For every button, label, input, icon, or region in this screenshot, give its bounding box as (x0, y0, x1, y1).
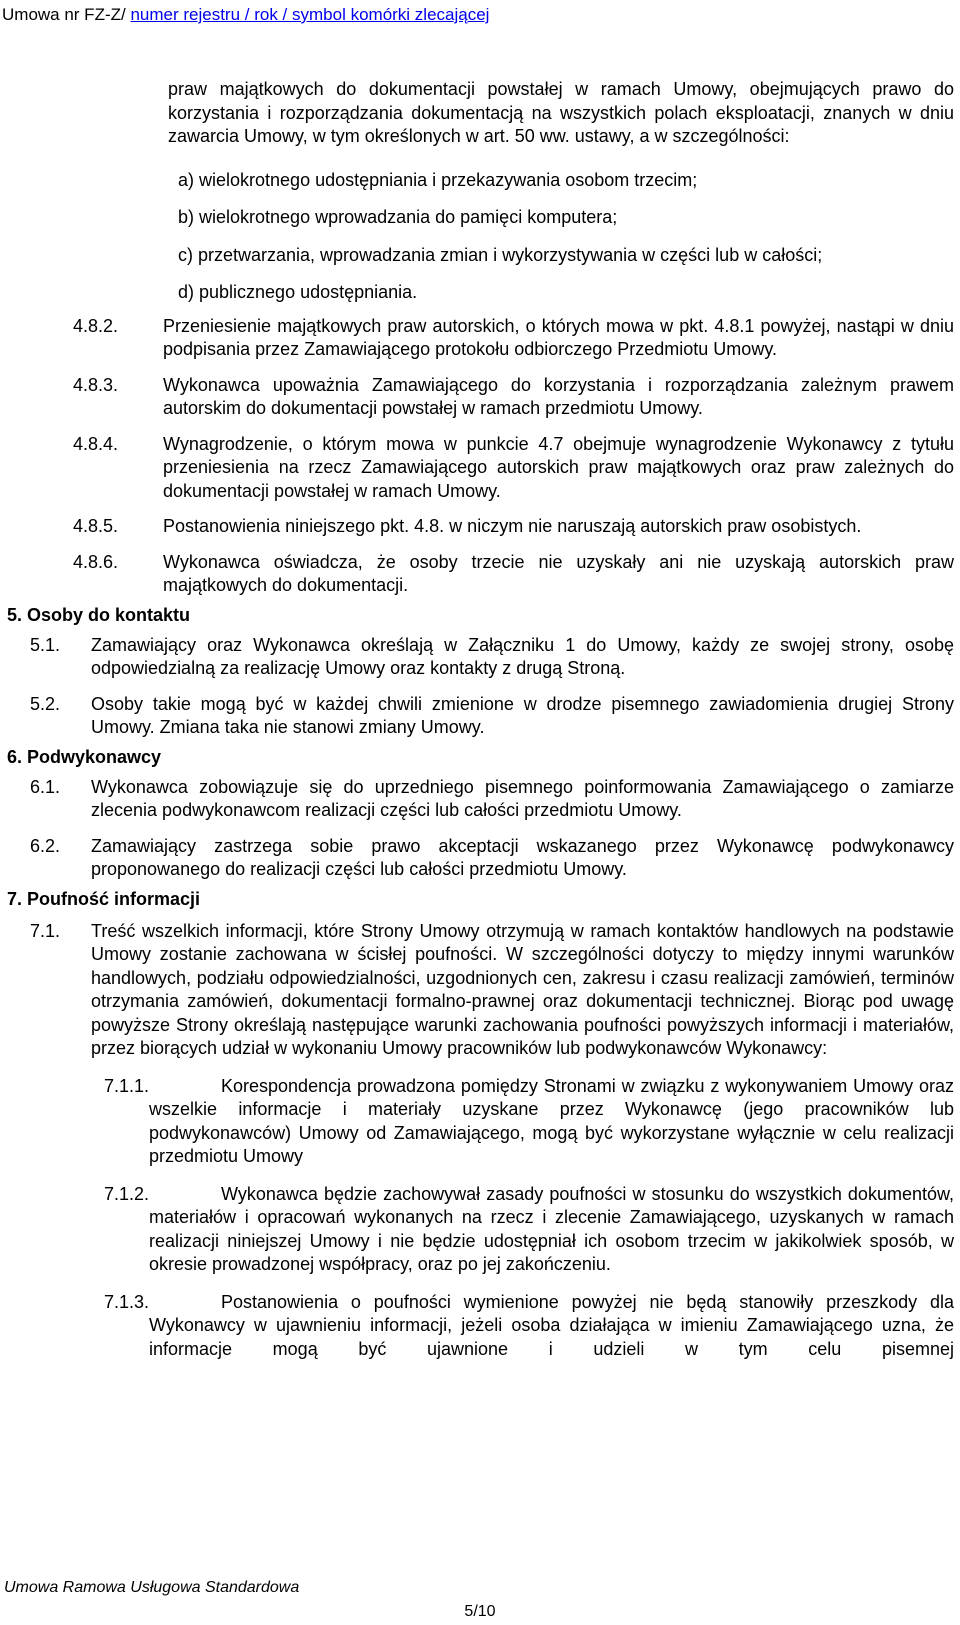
clause-text: Wykonawca będzie zachowywał zasady poufności w stosunku do wszystkich dokumentów, materiałów i opracowań wykonanych na rzecz i zlecenie Zamawiającego, uzyskanych w ramach realizacji niniejszej Umowy i nie będzie udostępniał ich osobom trzecim w jakikolwiek sposób, w okresie prowadzonej współpracy, oraz po jej zakończeniu. (149, 1183, 954, 1274)
list-item-a: a) wielokrotnego udostępniania i przekazywania osobom trzecim; (178, 169, 698, 190)
clause-number: 4.8.6. (73, 551, 119, 572)
clause-number: 7.1.2. (104, 1183, 150, 1204)
section-5-heading-row (0, 598, 960, 632)
clause-text: Wykonawca zobowiązuje się do uprzedniego pisemnego poinformowania Zamawiającego o zamiarze zlecenia podwykonawcom realizacji części lub całości przedmiotu Umowy. (91, 776, 954, 820)
clause-7-1-2 (0, 1183, 960, 1277)
clause-text: Zamawiający oraz Wykonawca określają w Załączniku 1 do Umowy, każdy ze swojej strony, osobę odpowiedzialną za realizację Umowy oraz kontakty z drugą Stroną. (91, 634, 954, 678)
list-item-d: d) publicznego udostępniania. (178, 282, 418, 302)
section-heading: 6. Podwykonawcy (7, 746, 162, 767)
section-7-heading-row (0, 882, 960, 916)
clause-text: Wynagrodzenie, o którym mowa w punkcie 4.7 obejmuje wynagrodzenie Wykonawcy z tytułu przeniesienia na rzecz Zamawiającego autorskich praw majątkowych oraz praw zależnych do dokumentacji powstałej w ramach Umowy. (163, 433, 954, 501)
clause-7-1-1 (0, 1075, 960, 1169)
rights-intro-paragraph: praw majątkowych do dokumentacji powstałej w ramach Umowy, obejmujących prawo do korzystania i rozporządzania dokumentacją na wszystkich polach eksploatacji, znanych w dniu zawarcia Umowy, w tym określonych w art. 50 ww. ustawy, a w szczególności: (168, 79, 954, 146)
clause-number: 5.1. (30, 634, 61, 655)
clause-text: Wykonawca upoważnia Zamawiającego do korzystania i rozporządzania zależnym prawem autorskim do dokumentacji powstałej w ramach przedmiotu Umowy. (163, 374, 954, 418)
document-header (2, 3, 489, 27)
list-item-b: b) wielokrotnego wprowadzania do pamięci komputera; (178, 207, 618, 227)
clause-text: Postanowienia niniejszego pkt. 4.8. w niczym nie naruszają autorskich praw osobistych. (163, 516, 862, 536)
contract-number-link[interactable]: numer rejestru / rok / symbol komórki zlecającej (130, 5, 490, 24)
clause-number: 7.1.1. (104, 1075, 150, 1096)
clause-7-1 (0, 920, 960, 1061)
clause-number: 4.8.3. (73, 374, 119, 395)
clause-7-1-3 (0, 1291, 960, 1362)
clause-number: 5.2. (30, 693, 61, 714)
clause-number: 4.8.5. (73, 516, 119, 536)
clause-text: Zamawiający zastrzega sobie prawo akceptacji wskazanego przez Wykonawcę podwykonawcy proponowanego do realizacji części lub całości przedmiotu Umowy. (91, 835, 954, 879)
clause-number: 6.2. (30, 835, 61, 856)
clause-5-1 (0, 634, 960, 681)
clause-number: 4.8.4. (73, 433, 119, 454)
clause-4-8-4 (0, 433, 960, 504)
clause-text: Osoby takie mogą być w każdej chwili zmienione w drodze pisemnego zawiadomienia drugiej Strony Umowy. Zmiana taka nie stanowi zmiany Umowy. (91, 693, 954, 737)
clause-text: Treść wszelkich informacji, które Strony Umowy otrzymują w ramach kontaktów handlowych na podstawie Umowy zostanie zachowana w ścisłej poufności. W szczególności dotyczy to między innymi warunków handlowych, podziału odpowiedzialności, uzgodnionych cen, zakresu i czasu realizacji zamówień, terminów otrzymania zamówień, dokumentacji formalno-prawnej oraz dokumentacji technicznej. Biorąc pod uwagę powyższe Strony określają następujące warunki zachowania poufności powyższych informacji i materiałów, przez biorących udział w wykonaniu Umowy pracowników lub podwykonawców Wykonawcy: (91, 920, 954, 1058)
section-6-heading-row (0, 740, 960, 774)
clause-number: 7.1.3. (104, 1291, 150, 1312)
clause-4-8-6 (0, 551, 960, 598)
clause-4-8-5 (0, 515, 960, 539)
clause-6-2 (0, 835, 960, 882)
clause-text: Przeniesienie majątkowych praw autorskich, o których mowa w pkt. 4.8.1 powyżej, nastąpi w dniu podpisania przez Zamawiającego protokołu odbiorczego Przedmiotu Umowy. (163, 315, 954, 359)
list-item-c: c) przetwarzania, wprowadzania zmian i wykorzystywania w części lub w całości; (178, 244, 823, 265)
clause-number: 4.8.2. (73, 315, 119, 336)
clause-4-8-3 (0, 374, 960, 421)
clause-number: 6.1. (30, 776, 61, 797)
clause-6-1 (0, 776, 960, 823)
clause-text: Korespondencja prowadzona pomiędzy Stronami w związku z wykonywaniem Umowy oraz wszelkie informacje i materiały uzyskane przez Wykonawcę (jego pracowników lub podwykonawców) Umowy od Zamawiającego, mogą być wykorzystane wyłącznie w celu realizacji przedmiotu Umowy (149, 1075, 954, 1166)
clause-number: 7.1. (30, 920, 61, 941)
footer-page-number: 5/10 (464, 1603, 496, 1620)
clause-5-2 (0, 693, 960, 740)
clause-4-8-2 (0, 315, 960, 362)
footer-document-title: Umowa Ramowa Usługowa Standardowa (4, 1579, 300, 1596)
section-heading: 7. Poufność informacji (7, 888, 201, 909)
section-heading: 5. Osoby do kontaktu (7, 604, 191, 625)
clause-text: Postanowienia o poufności wymienione powyżej nie będą stanowiły przeszkody dla Wykonawcy w ujawnieniu informacji, jeżeli osoba działająca w imieniu Zamawiającego uzna, że informacje mogą być ujawnione i udzieli w tym celu pisemnej (149, 1291, 954, 1359)
document-body (0, 78, 960, 1361)
contract-number-prefix: Umowa nr FZ-Z/ (2, 5, 131, 24)
clause-text: Wykonawca oświadcza, że osoby trzecie nie uzyskały ani nie uzyskają autorskich praw majątkowych do dokumentacji. (163, 551, 954, 595)
